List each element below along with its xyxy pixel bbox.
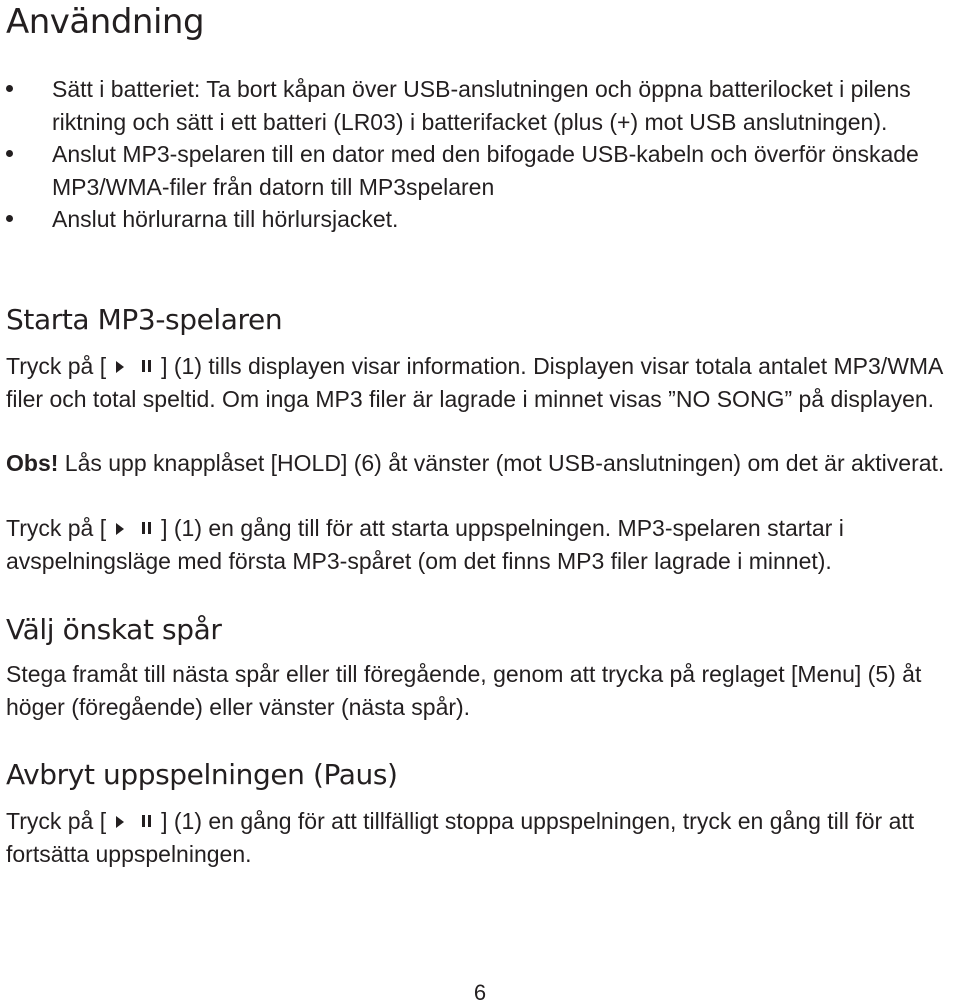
start-text-post: ] (1) tills displayen visar information. Displayen visar totala antalet MP3/WMA filer och total speltid. Om inga MP3 filer är lagrade i minnet visas ”NO SONG” på displayen. — [6, 353, 943, 412]
play-icon — [116, 816, 124, 828]
obs-label: Obs! — [6, 450, 59, 476]
playback-text-pre: Tryck på [ — [6, 515, 107, 541]
section-heading-pause: Avbryt uppspelningen (Paus) — [6, 758, 398, 791]
pause-icon — [142, 815, 151, 827]
select-paragraph: Stega framåt till nästa spår eller till föregående, genom att trycka på reglaget [Menu] (5) åt höger (föregående) eller vänster (nästa spår). — [6, 661, 922, 720]
play-icon — [116, 523, 124, 535]
instruction-list — [6, 73, 954, 236]
list-item — [6, 73, 954, 138]
pause-icon — [142, 522, 151, 534]
bullet-icon — [6, 150, 13, 157]
start-text-pre: Tryck på [ — [6, 353, 107, 379]
list-item — [6, 203, 954, 236]
page-title: Användning — [6, 2, 205, 42]
list-item-text: Anslut MP3-spelaren till en dator med den bifogade USB-kabeln och överför önskade MP3/WMA-filer från datorn till MP3spelaren — [52, 141, 919, 200]
list-item — [6, 138, 954, 203]
obs-paragraph — [6, 447, 956, 480]
pause-paragraph — [6, 805, 956, 870]
play-icon — [116, 361, 124, 373]
playback-text-post: ] (1) en gång till för att starta uppspelningen. MP3-spelaren startar i avspelningsläge med första MP3-spåret (om det finns MP3 filer lagrade i minnet). — [6, 515, 844, 574]
pause-text-pre: Tryck på [ — [6, 808, 107, 834]
pause-icon — [142, 360, 151, 372]
section-heading-start: Starta MP3-spelaren — [6, 303, 283, 336]
list-item-text: Anslut hörlurarna till hörlursjacket. — [52, 206, 399, 232]
playback-paragraph — [6, 512, 956, 577]
bullet-icon — [6, 215, 13, 222]
obs-text: Lås upp knapplåset [HOLD] (6) åt vänster (mot USB-anslutningen) om det är aktiverat. — [58, 450, 945, 476]
start-paragraph — [6, 350, 956, 415]
section-heading-select: Välj önskat spår — [6, 613, 222, 646]
list-item-text: Sätt i batteriet: Ta bort kåpan över USB-anslutningen och öppna batterilocket i pilens riktning och sätt i ett batteri (LR03) i batterifacket (plus (+) mot USB anslutningen). — [52, 76, 911, 135]
page-number: 6 — [473, 980, 487, 1005]
pause-text-post: ] (1) en gång för att tillfälligt stoppa uppspelningen, tryck en gång till för att fortsätta uppspelningen. — [6, 808, 915, 867]
bullet-icon — [6, 85, 13, 92]
